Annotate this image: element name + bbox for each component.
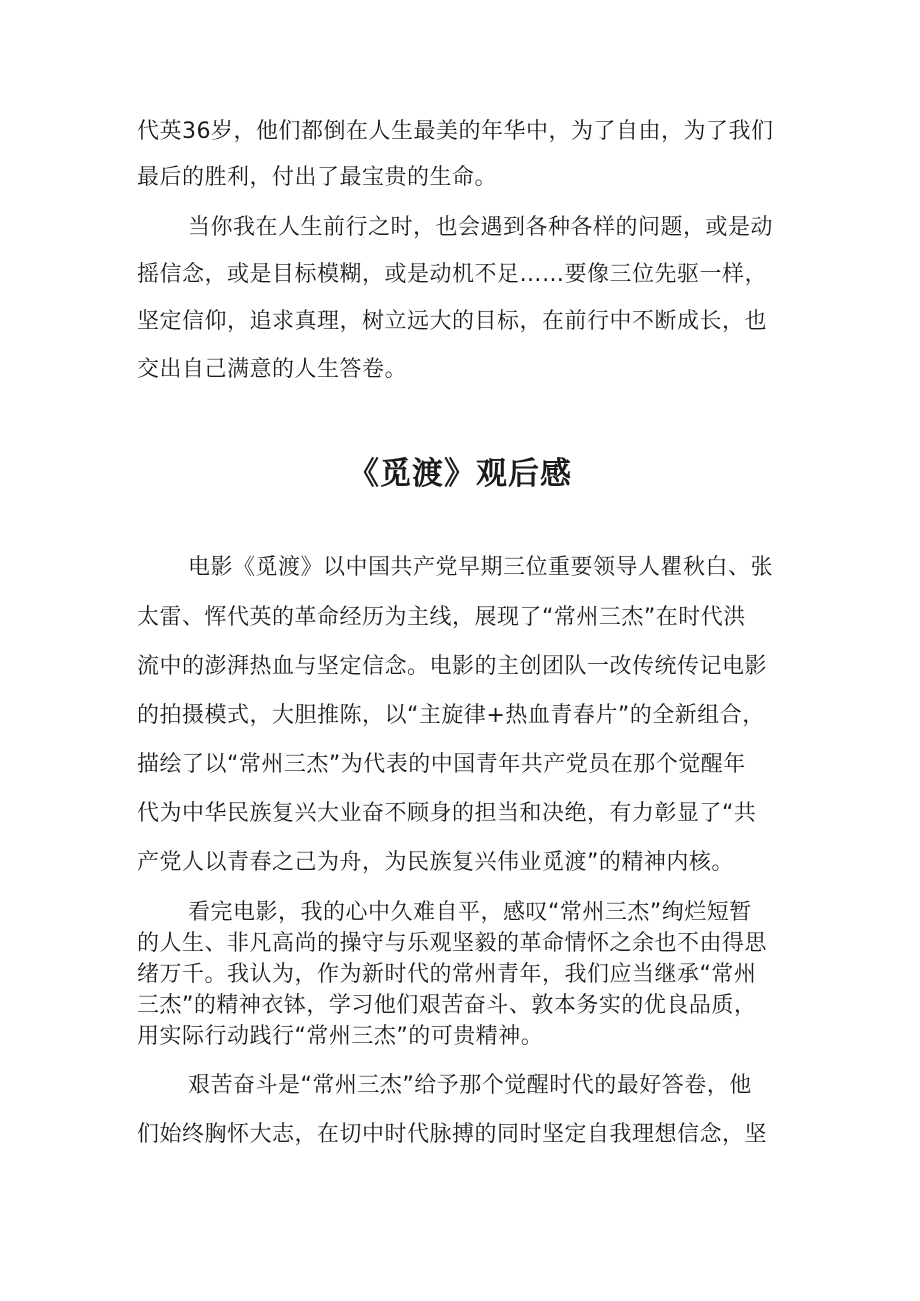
text-line: 用实际行动践行“常州三杰”的可贵精神。 xyxy=(137,1024,544,1049)
text-line: 代为中华民族复兴大业奋不顾身的担当和决绝，有力彰显了“共 xyxy=(137,801,757,826)
page-title: 《觅渡》观后感 xyxy=(348,456,572,492)
text-line: 绪万千。我认为，作为新时代的常州青年，我们应当继承“常州 xyxy=(137,962,757,987)
text-line: 产党人以青春之己为舟，为民族复兴伟业觅渡”的精神内核。 xyxy=(137,850,734,875)
text-line: 的人生、非凡高尚的操守与乐观坚毅的革命情怀之余也不由得思 xyxy=(137,931,768,956)
text-line: 看完电影，我的心中久难自平，感叹“常州三杰”绚烂短暂 xyxy=(188,900,752,925)
text-line: 描绘了以“常州三杰”为代表的中国青年共产党员在那个觉醒年 xyxy=(137,752,746,777)
text-line: 三杰”的精神衣钵，学习他们艰苦奋斗、敦本务实的优良品质， xyxy=(137,993,757,1018)
text-line: 当你我在人生前行之时，也会遇到各种各样的问题，或是动 xyxy=(188,215,774,240)
text-line: 代英36岁，他们都倒在人生最美的年华中，为了自由，为了我们 xyxy=(137,119,774,144)
text-line: 交出自己满意的人生答卷。 xyxy=(137,357,408,382)
text-line: 坚定信仰，追求真理，树立远大的目标，在前行中不断成长，也 xyxy=(137,309,768,334)
text-line: 最后的胜利，付出了最宝贵的生命。 xyxy=(137,165,498,190)
text-line: 们始终胸怀大志，在切中时代脉搏的同时坚定自我理想信念，坚 xyxy=(137,1122,768,1147)
text-line: 流中的澎湃热血与坚定信念。电影的主创团队一改传统传记电影 xyxy=(137,654,768,679)
text-line: 太雷、恽代英的革命经历为主线，展现了“常州三杰”在时代洪 xyxy=(137,605,746,630)
text-line: 艰苦奋斗是“常州三杰”给予那个觉醒时代的最好答卷，他 xyxy=(188,1073,752,1098)
text-line: 摇信念，或是目标模糊，或是动机不足……要像三位先驱一样， xyxy=(137,262,768,287)
text-line: 电影《觅渡》以中国共产党早期三位重要领导人瞿秋白、张 xyxy=(188,555,774,580)
text-line: 的拍摄模式，大胆推陈，以“主旋律+热血青春片”的全新组合， xyxy=(137,703,765,728)
